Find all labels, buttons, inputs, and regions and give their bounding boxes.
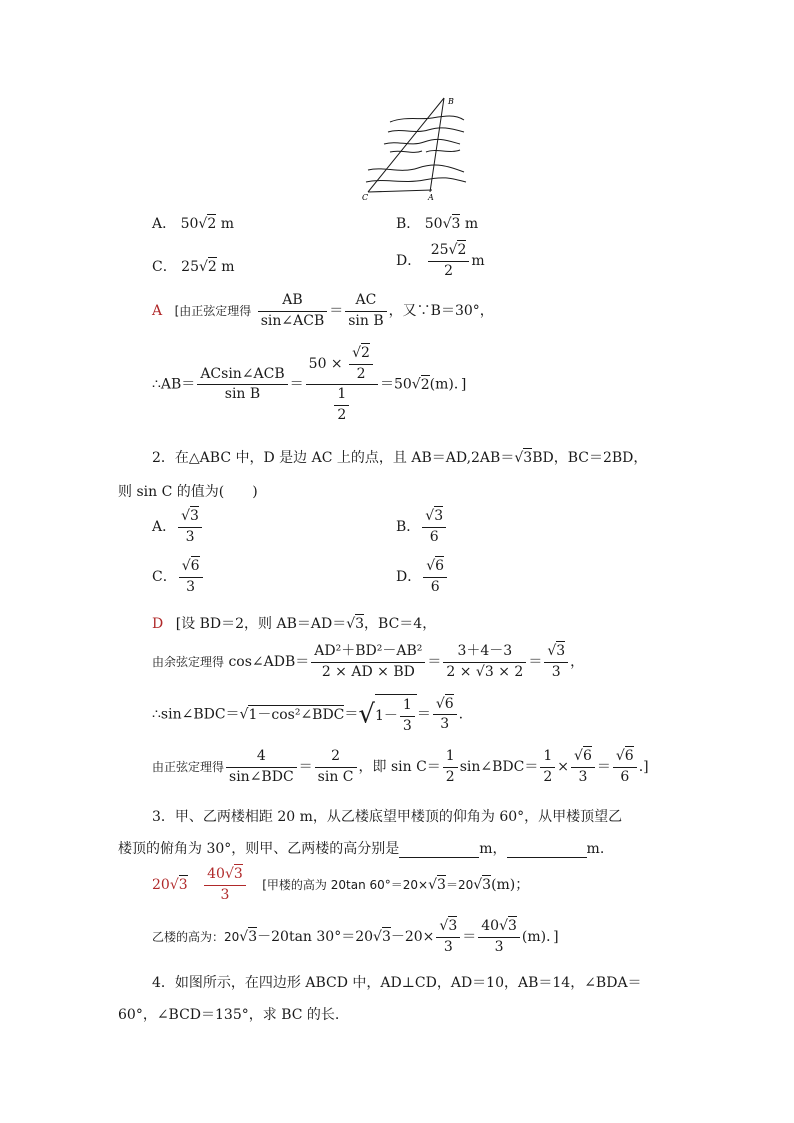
q2-solution-line4: 由正弦定理得 $\frac{4}{\text{sin∠BDC}}$ ＝ $\frac{2}{\text{sin C}}$ ，即 sin C＝ $\frac{1}{2}$ sin∠BDC＝ $\frac{1}{2}$ × $\frac{√6}{3}$ ＝ $\frac{√6}{6}$ .]: [152, 748, 649, 785]
bank-wave: [366, 178, 466, 182]
q1-solution-line2: ∴AB＝ $\frac{\text{ACsin∠ACB}}{\text{sin B}}$ ＝ 50 × $\frac{√2}{2}$ $\frac{1}{2}$ ＝50√2(m)．]: [152, 345, 467, 423]
q2-option-b: B． $\frac{√3}{6}$: [396, 508, 448, 546]
q1-answer-letter: A: [152, 303, 163, 319]
q2-stem-line1: 2．在△ABC 中，D 是边 AC 上的点，且 AB＝AD,2AB＝√3BD，BC＝2BD，: [152, 450, 648, 466]
q4-stem-line2: 60°，∠BCD＝135°，求 BC 的长.: [118, 1007, 340, 1023]
q3-stem-line1: 3．甲、乙两楼相距 20 m，从乙楼底望甲楼顶的仰角为 60°，从甲楼顶望乙: [152, 809, 623, 825]
q3-answer-1: 20√3: [152, 877, 188, 893]
figure-label-A: A: [428, 193, 434, 202]
bank-wave: [390, 151, 422, 152]
q2-option-a: A． $\frac{√3}{3}$: [152, 508, 204, 546]
bank-wave: [384, 139, 460, 144]
q2-answer-letter: D: [152, 616, 164, 632]
fraction: $\frac{\text{ACsin∠ACB}}{\text{sin B}}$: [197, 366, 287, 404]
figure-label-C: C: [362, 193, 369, 202]
q1-option-d: D． $\frac{25√2}{2}$ m: [396, 242, 485, 279]
q3-stem-line2: 楼顶的俯角为 30°，则甲、乙两楼的高分别是 m， m.: [118, 841, 605, 857]
q1-option-a: A． 50√2 m: [152, 216, 234, 232]
fraction: $\frac{AC}{\text{sin B}}$: [345, 292, 386, 330]
answer-blank-2[interactable]: [507, 843, 587, 858]
q4-stem-line1: 4．如图所示，在四边形 ABCD 中，AD⊥CD，AD＝10，AB＝14，∠BDA＝: [152, 975, 642, 991]
q1-option-b: B． 50√3 m: [396, 216, 479, 232]
q3-solution-line2: 乙楼的高为：20√3－20tan 30°＝20√3－20× $\frac{√3}{3}$ ＝ $\frac{40√3}{3}$ (m)．]: [152, 918, 559, 955]
q1-option-c: C． 25√2 m: [152, 259, 235, 275]
bank-wave: [368, 165, 464, 172]
figure-label-B: B: [448, 97, 454, 106]
q2-solution-line3: ∴sin∠BDC＝√1－cos²∠BDC＝√1－ $\frac{1}{3}$ ＝ $\frac{√6}{3}$ .: [152, 695, 464, 734]
bank-wave: [388, 128, 464, 132]
q2-solution-line1: D [设 BD＝2，则 AB＝AD＝√3，BC＝4，: [152, 616, 437, 632]
segment-CA: [368, 190, 432, 192]
q1-solution-line1: A [由正弦定理得 $\frac{AB}{\text{sin∠ACB}}$ ＝ $\frac{AC}{\text{sin B}}$ ，又∵B＝30°，: [152, 292, 494, 329]
q2-option-d: D． $\frac{√6}{6}$: [396, 558, 449, 596]
q3-answer-2: $\frac{40√3}{3}$: [204, 866, 246, 904]
q3-solution-line1: 20√3 $\frac{40√3}{3}$ [甲楼的高为 20tan 60°＝20×√3＝20√3(m)；: [152, 866, 530, 903]
fraction: 50 × $\frac{√2}{2}$ $\frac{1}{2}$: [306, 345, 378, 424]
fraction: $\frac{25√2}{2}$: [428, 242, 470, 280]
q2-stem-line2: 则 sin C 的值为( ): [118, 484, 258, 500]
q2-option-c: C． $\frac{√6}{3}$: [152, 558, 205, 596]
bank-wave: [426, 150, 460, 152]
answer-blank-1[interactable]: [399, 843, 479, 858]
fraction: $\frac{AB}{\text{sin∠ACB}}$: [258, 292, 328, 330]
river-figure: [360, 92, 472, 204]
q2-solution-line2: 由余弦定理得 cos∠ADB＝ $\frac{\text{AD²＋BD²－AB²}}{2 \times AD \times BD}$ ＝ $\frac{3+4-3}{2 \times √3 \times 2}$ ＝ $\frac{√3}{3}$ ，: [152, 643, 585, 680]
